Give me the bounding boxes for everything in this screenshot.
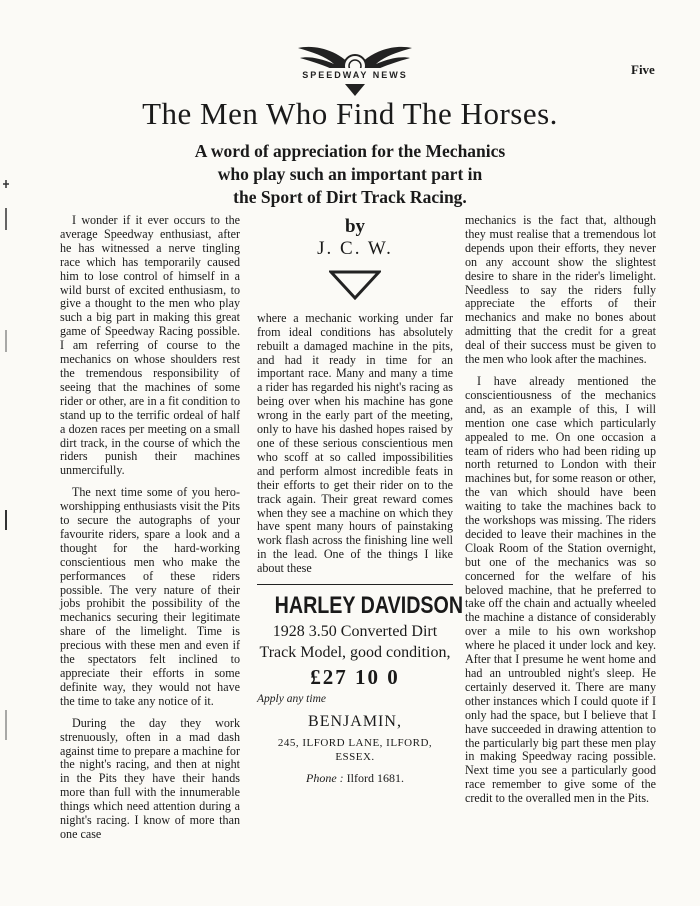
paragraph: I wonder if it ever occurs to the average Speedway enthusiast, after he has witnessed a nerve tingling race which has temporarily caused him to lose control of himself in a wild burst of excited enthusiasm, to give a thought to the men who play such a big part in making this great game of Speedway Racing possible. I am referring of course to the mechanics on whose shoulders rest the tremendous responsibility of seeing that the machines of some rider or other, are in a fit condition to stand up to the terrific ordeal of half a dozen races per meeting on a small dirt track, in the course of which the riders punish their machines unmercifully.	[60, 213, 240, 478]
subtitle-line: who play such an important part in	[217, 164, 483, 184]
article-subtitle	[120, 140, 580, 209]
left-column	[60, 214, 240, 850]
paragraph: The next time some of you hero-worshipping enthusiasts visit the Pits to secure the autographs of your favourite riders, spare a look and a thought for the hard-working conscientious men who make the performances of these riders possible. The very nature of their jobs prohibit the possibility of the mechanics securing their legitimate share of the limelight. Time is precious with these men and even if the spectators felt inclined to appreciate their efforts in some definite way, they would not have the time to take any notice of it.	[60, 485, 240, 708]
ad-description: 1928 3.50 Converted Dirt Track Model, good condition,	[259, 622, 451, 661]
paragraph: During the day they work strenuously, often in a mad dash against time to prepare a machine for the night's racing, and then at night in the Pits they have their hands more than full with the innumerable things which need attention during a night's racing. I know of more than one case	[60, 715, 240, 841]
right-column	[465, 214, 656, 814]
paragraph: I have already mentioned the conscientiousness of the mechanics and, as an example of this, I will mention one case which particularly appealed to me. On one occasion a team of riders who had been riding up north returned to London with their machines but, for some reason or other, the van which should have been waiting to take the machines back to the workshops was missing. The riders decided to leave their machines in the Cloak Room of the Station overnight, but one of the mechanics was so concerned for the welfare of his beloved machine, that he preferred to take off the chain and actually wheeled the machine a distance of considerably over a mile to his own workshop where he placed it under lock and key. After that I presume he went home and had an untroubled night's sleep. He certainly deserved it. There are many other instances which I could quote if I only had the space, but I believe that I have succeeded in drawing attention to the particularly big part these men play in making Speedway racing possible. Next time you see a particularly good race remember to give some of the credit to the overalled men in the Pits.	[465, 373, 656, 806]
speedway-news-logo	[290, 40, 420, 100]
ad-address: 245, ILFORD LANE, ILFORD, ESSEX.	[277, 736, 433, 763]
article-title: The Men Who Find The Horses.	[142, 96, 558, 131]
ad-price: £27 10 0	[310, 664, 400, 689]
subtitle-line: A word of appreciation for the Mechanics	[194, 141, 506, 161]
binding-marks	[0, 180, 12, 880]
ad-phone-label: Phone :	[306, 771, 344, 786]
ad-phone	[257, 772, 453, 786]
ad-phone-number: Ilford 1681.	[346, 771, 404, 786]
ad-name: BENJAMIN,	[308, 712, 402, 730]
triangle-ornament-icon	[329, 270, 381, 300]
ad-apply: Apply any time	[257, 692, 326, 705]
ad-heading: HARLEY DAVIDSON	[274, 592, 464, 620]
advertisement	[257, 584, 464, 786]
logo-text: SPEEDWAY NEWS	[302, 70, 408, 80]
byline-by: by	[344, 216, 366, 237]
page-number: Five	[631, 62, 655, 77]
subtitle-line: the Sport of Dirt Track Racing.	[233, 187, 467, 207]
byline-initials: J. C. W.	[317, 237, 393, 259]
paragraph: mechanics is the fact that, although they must realise that a tremendous lot depends upon their efforts, they never on any account show the slightest desire to share in the rider's limelight. Needless to say the riders fully appreciate the efforts of their mechanics and make no bones about admitting that the credit for a great deal of their success must be given to the men who look after the machines.	[465, 213, 656, 367]
middle-column	[257, 216, 464, 794]
paragraph: where a mechanic working under far from ideal conditions has absolutely rebuilt a damaged machine in the pits, and had it ready in time for an important race. Many and many a time a rider has regarded his night's racing as being over when his machine has gone wrong in the early part of the meeting, only to have his dashed hopes raised by one of these serious conscientious men who scoff at so called impossibilities and perform almost incredible feats in their efforts to get their rider on to the track again. Their great reward comes when they see a machine on which they have spent many hours of painstaking work flash across the finishing line well in the lead. One of the things I like about these	[257, 310, 453, 576]
